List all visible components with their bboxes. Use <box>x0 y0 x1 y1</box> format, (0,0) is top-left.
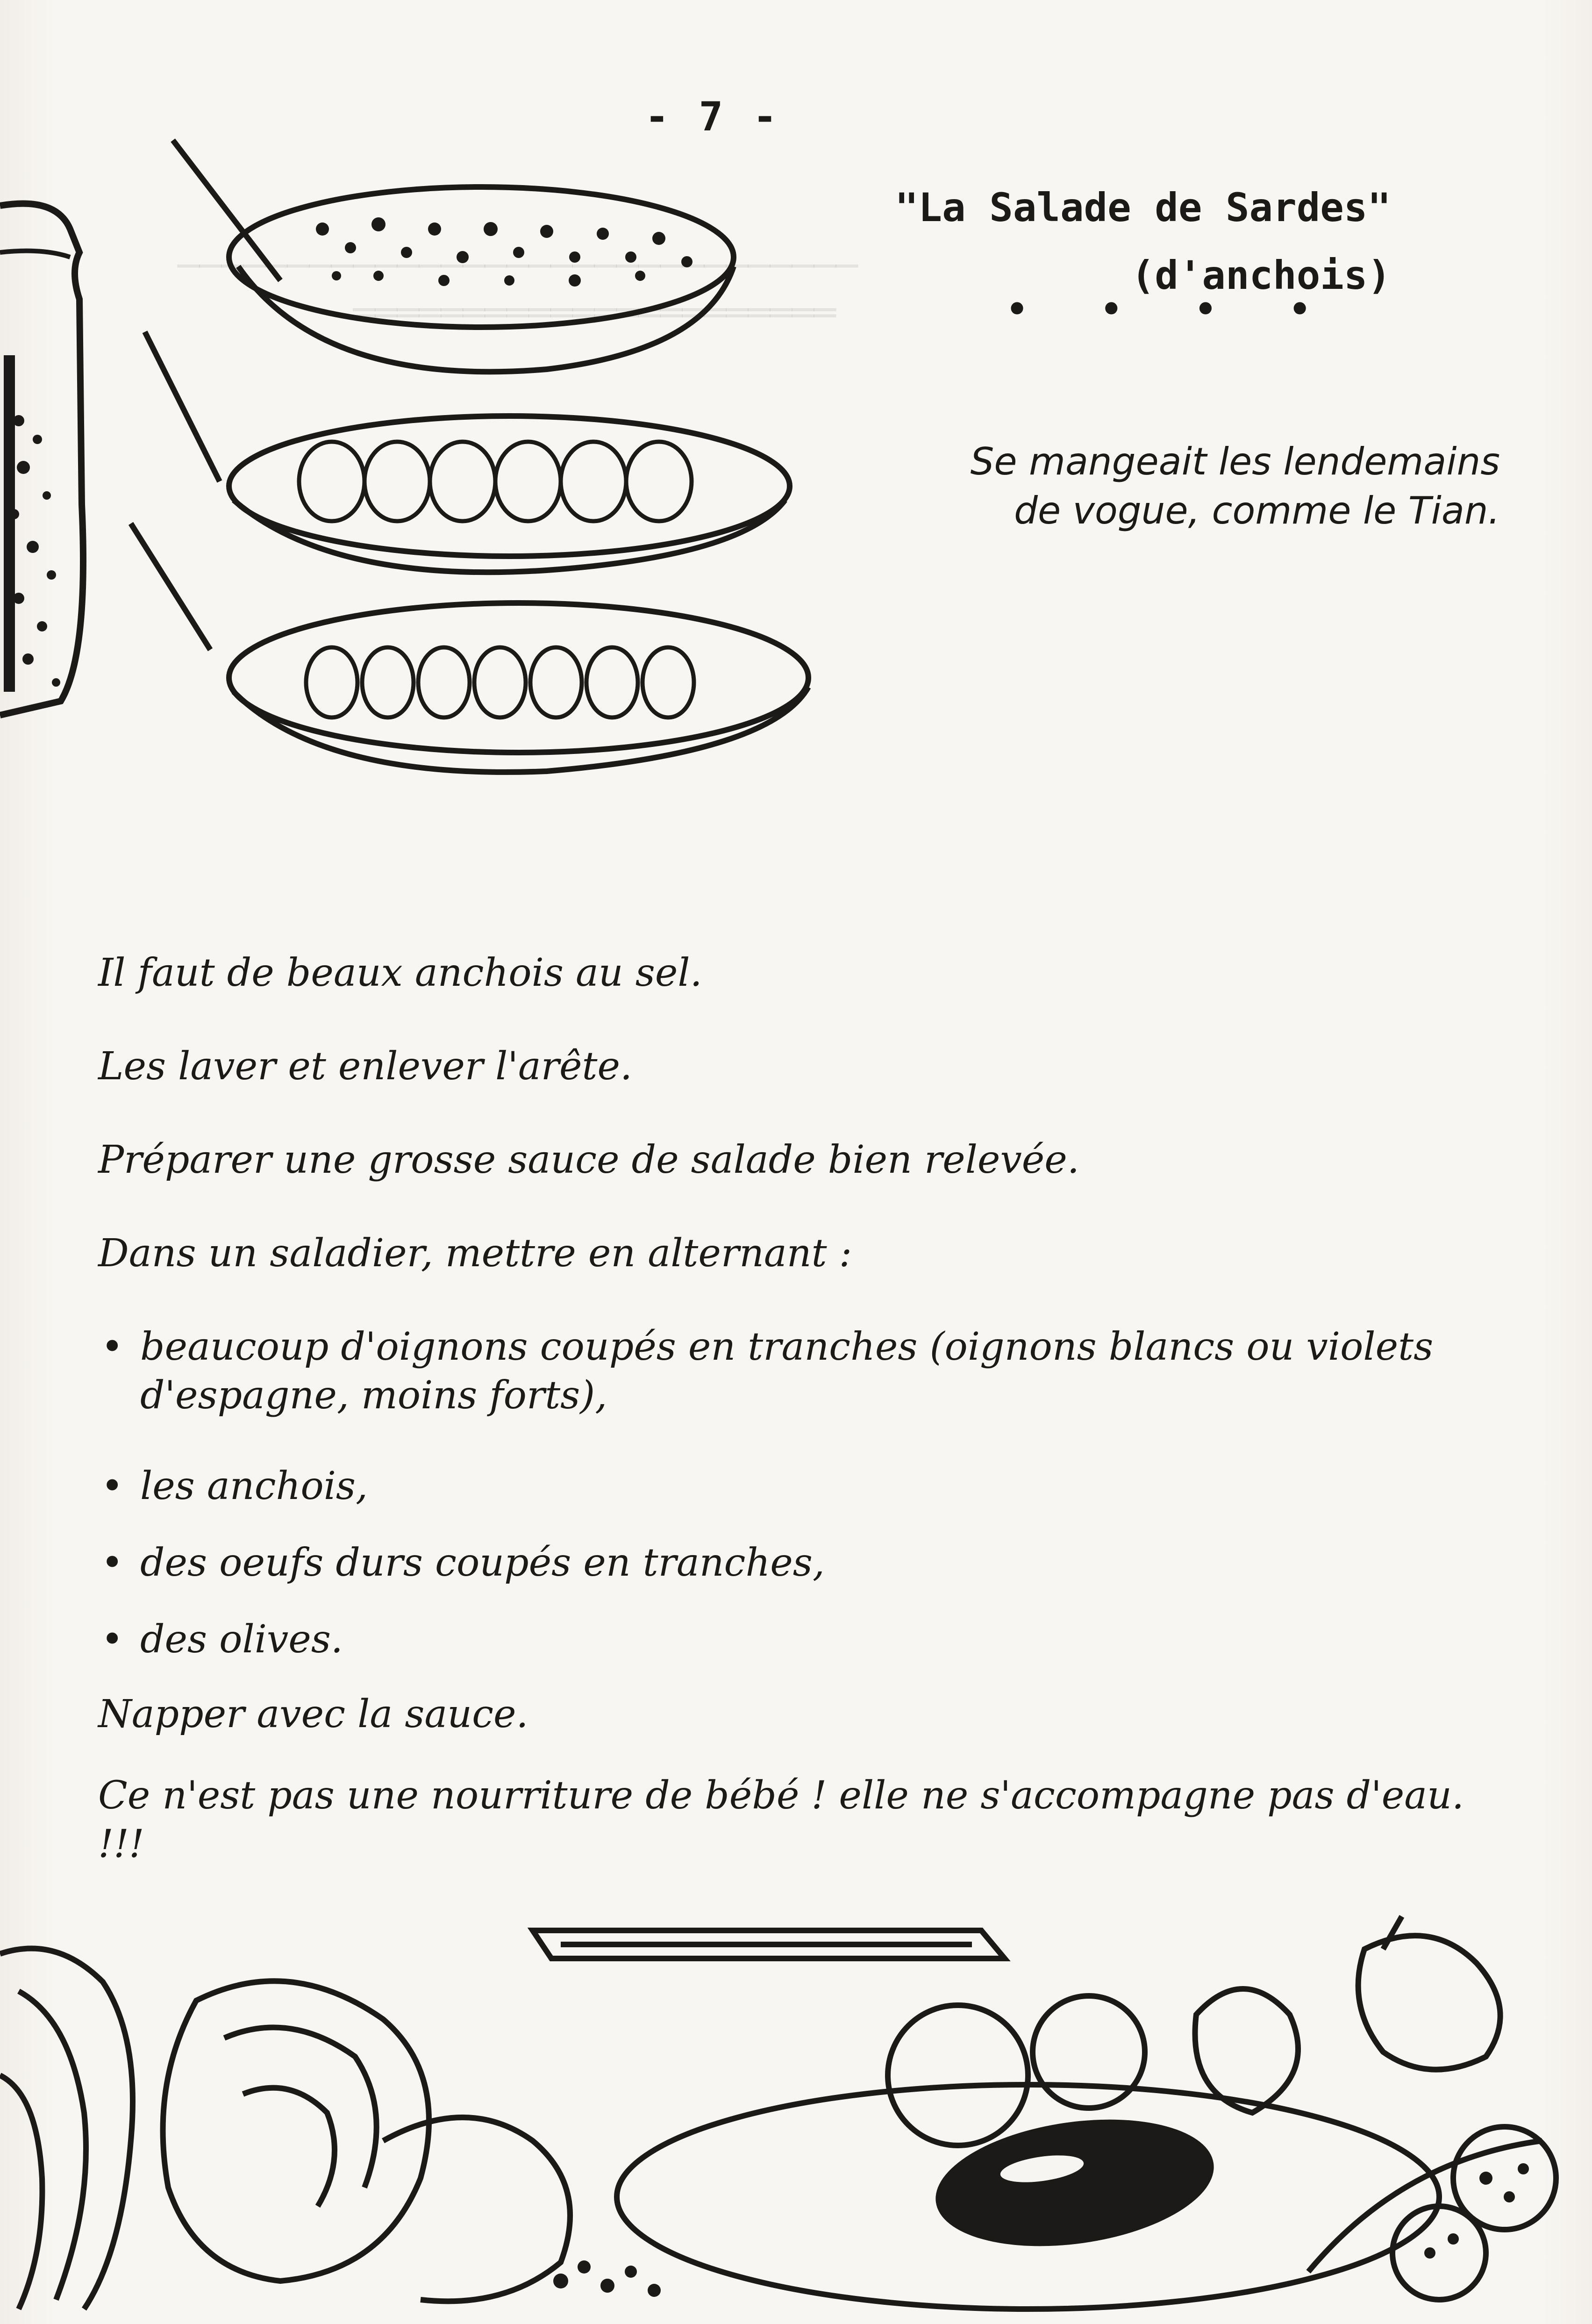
list-item <box>98 1615 1500 1664</box>
intro-note <box>827 437 1500 535</box>
list-item <box>98 1323 1500 1420</box>
layer-text: des olives. <box>140 1617 343 1662</box>
bleed-through: ─────────────────────────────── ══════════════════════ <box>178 245 858 334</box>
title-dots: • • • • <box>1005 285 1341 334</box>
jug-icon <box>0 178 107 720</box>
recipe-body <box>98 949 1500 1869</box>
intro-line: Se mangeait les lendemains <box>970 440 1500 483</box>
recipe-note: Ce n'est pas une nourriture de bébé ! elle ne s'accompagne pas d'eau. !!! <box>98 1773 1464 1866</box>
layer-list <box>98 1323 1500 1664</box>
recipe-step: Il faut de beaux anchois au sel. <box>98 951 702 995</box>
recipe-finish: Napper avec la sauce. <box>98 1692 528 1736</box>
intro-line: de vogue, comme le Tian. <box>1014 489 1500 532</box>
list-item <box>98 1539 1500 1587</box>
bullet-icon: • <box>101 1464 124 1508</box>
bullet-icon: • <box>101 1325 124 1369</box>
recipe-step: Les laver et enlever l'arête. <box>98 1044 633 1089</box>
recipe-subtitle: (d'anchois) <box>1131 252 1391 298</box>
recipe-title: "La Salade de Sardes" <box>894 185 1391 230</box>
layer-text: des oeufs durs coupés en tranches, <box>140 1541 825 1585</box>
bullet-icon: • <box>101 1617 124 1662</box>
bullet-icon: • <box>101 1541 124 1585</box>
recipe-step: Préparer une grosse sauce de salade bien relevée. <box>98 1138 1079 1182</box>
recipe-step: Dans un saladier, mettre en alternant : <box>98 1231 852 1276</box>
list-item <box>98 1462 1500 1511</box>
vegetables-icon <box>0 1898 1592 2318</box>
stacked-dishes-icon <box>126 126 827 809</box>
page-number: - 7 - <box>645 93 780 140</box>
layer-text: beaucoup d'oignons coupés en tranches (oignons blancs ou violets d'espagne, moins forts), <box>140 1325 1434 1418</box>
layer-text: les anchois, <box>140 1464 368 1508</box>
